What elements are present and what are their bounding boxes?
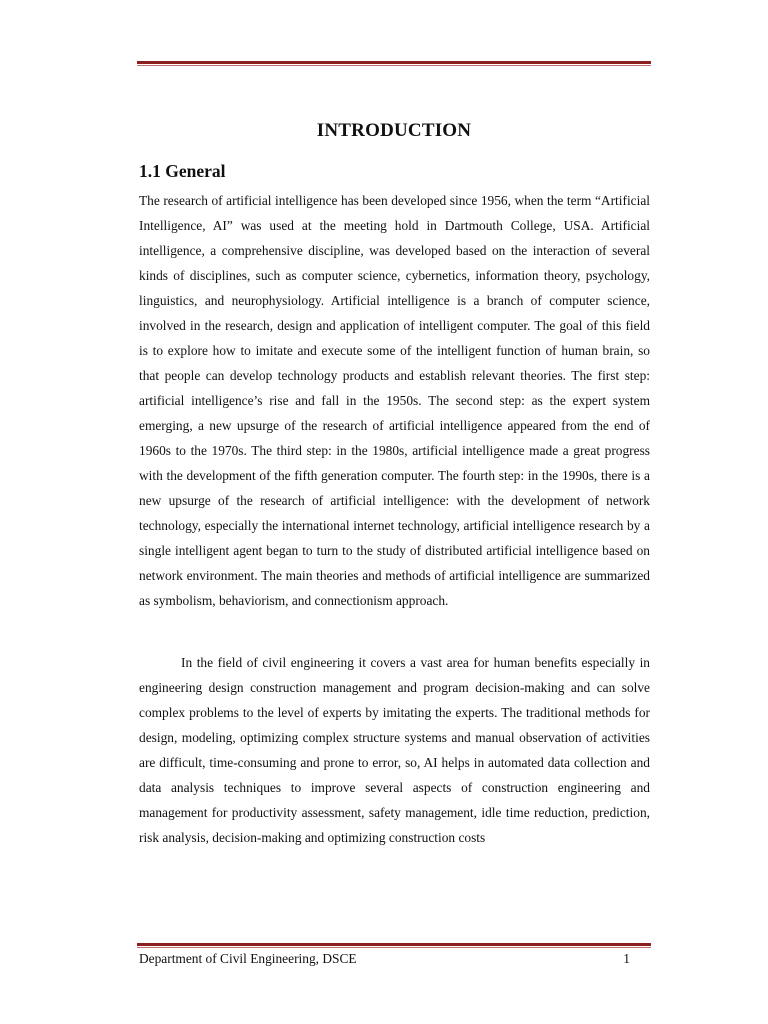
header-rule-thin [137,65,651,66]
section-heading: 1.1 General [139,161,226,181]
header-rule [137,61,651,66]
body-paragraph-2: In the field of civil engineering it covers a vast area for human benefits especially in engineering design construction management and program decision-making and can solve complex problems to the level of experts by imitating the experts. The traditional methods for design, modeling, optimizing complex structure systems and manual observation of activities are difficult, time-consuming and prone to error, so, AI helps in automated data collection and data analysis techniques to improve several aspects of construction engineering and management for productivity assessment, safety management, idle time reduction, prediction, risk analysis, decision-making and optimizing construction costs [139,655,650,845]
body-paragraph-1: The research of artificial intelligence has been developed since 1956, when the term “Artificial Intelligence, AI” was used at the meeting hold in Dartmouth College, USA. Artificial intelligence, a comprehensive discipline, was developed based on the interaction of several kinds of disciplines, such as computer science, cybernetics, information theory, psychology, linguistics, and neurophysiology. Artificial intelligence is a branch of computer science, involved in the research, design and application of intelligent computer. The goal of this field is to explore how to imitate and execute some of the intelligent function of human brain, so that people can develop technology products and establish relevant theories. The first step: artificial intelligence’s rise and fall in the 1950s. The second step: as the expert system emerging, a new upsurge of the research of artificial intelligence appeared from the end of 1960s to the 1970s. The third step: in the 1980s, artificial intelligence made a great progress with the development of the fifth generation computer. The fourth step: in the 1990s, there is a new upsurge of the research of artificial intelligence: with the development of network technology, especially the international internet technology, artificial intelligence research by a single intelligent agent began to turn to the study of distributed artificial intelligence based on network environment. The main theories and methods of artificial intelligence are summarized as symbolism, behaviorism, and connectionism approach. [139,193,650,608]
footer-department: Department of Civil Engineering, DSCE [139,951,357,966]
page-number: 1 [623,951,630,966]
header-rule-thick [137,61,651,64]
footer-rule-thin [137,947,651,948]
footer-rule-thick [137,943,651,946]
footer-rule [137,943,651,948]
page-title: INTRODUCTION [316,120,472,141]
